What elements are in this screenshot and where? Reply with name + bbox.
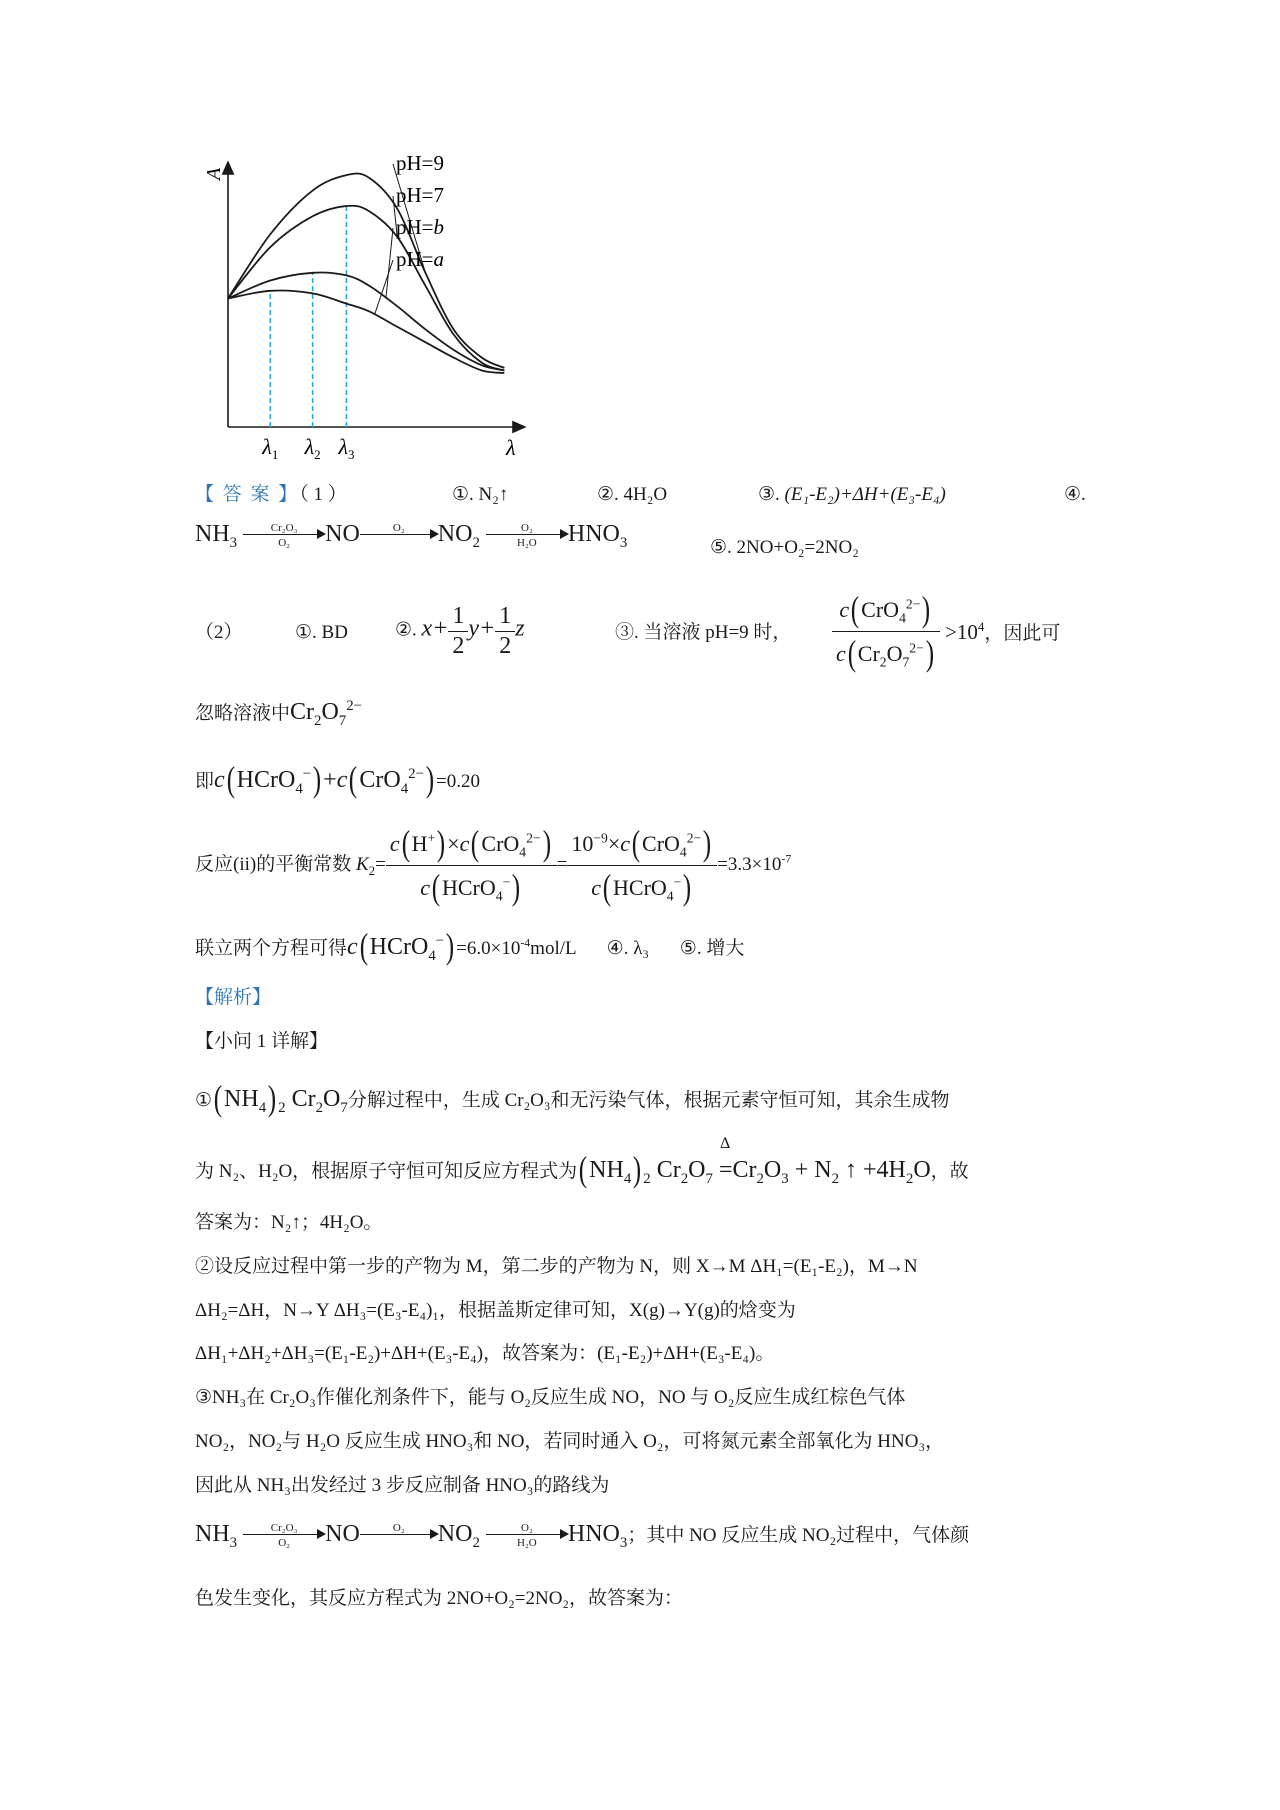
ignore-line: 忽略溶液中$Cr_2O_7^{2-}$	[195, 698, 363, 729]
mass-balance-line: 即c(HCrO$_4$−)+c(CrO$_4^{2-}$)=0.20	[195, 759, 480, 799]
part2-item-3-pre: ③. 当溶液 pH=9 时，	[615, 622, 792, 643]
reaction-arrow: $\frac{\text{Cr₂O₃}}{\text{O₂}}$	[243, 1522, 325, 1549]
reaction-arrow: $\frac{\text{O₂}}{\text{H₂O}}$	[486, 1522, 568, 1549]
legend-label: pH=b	[396, 215, 445, 239]
analysis-para-7: ③NH₃在 Cr₂O₃作催化剂条件下，能与 O₂反应生成 NO，NO 与 O₂反应生成红棕色气体	[195, 1387, 906, 1408]
reaction-arrow: O₂	[360, 522, 438, 549]
k2-line: 反应(ii)的平衡常数 $K_2=$ $\frac{c(H^+)\times c(CrO_4^{2-})}{c(HCrO_4^-)}$ = $\frac{10^{-9}\times c(CrO_4^{2-})}{c(HCrO_4^-)}$ $=3.3\times 10^{-7}$	[195, 823, 792, 908]
answer-item-3: ③. (E₁-E₂)+ΔH+(E₃-E₄)	[758, 484, 946, 505]
x-axis-label: λ	[506, 435, 516, 460]
analysis-para-5: ΔH₂=ΔH，N→Y ΔH₃=(E₃-E₄)₁，根据盖斯定律可知，X(g)→Y(g)的焓变为	[195, 1300, 796, 1321]
analysis-para-11: 色发生变化，其反应方程式为 2NO+O₂=2NO₂，故答案为：	[195, 1588, 684, 1609]
legend-label: pH=7	[396, 183, 445, 207]
analysis-para-3: 答案为：N₂↑；4H₂O。	[195, 1212, 383, 1233]
series-curve-ph-9	[228, 173, 504, 367]
solve-line: 联立两个方程可得$c(HCrO_4^-)=6.0\times 10^{-4}mol/L$ ④. λ₃ ⑤. 增大	[195, 926, 745, 966]
legend-label: pH=9	[396, 151, 445, 175]
answer-item-4: ④.	[1064, 484, 1086, 505]
x-tick-label: $\lambda_2$	[304, 434, 321, 462]
part2-item-2: ②. x+ $\frac{1}{2}$ y+ $\frac{1}{2}$ z	[395, 603, 525, 659]
x-tick-label: $\lambda_1$	[262, 434, 279, 462]
answer-item-5: ⑤. 2NO+O₂=2NO₂	[710, 537, 859, 558]
sub-question-1-header: 【小问 1 详解】	[195, 1031, 329, 1052]
nitric-acid-route: $NH_3$ $\frac{\text{Cr₂O₃}}{\text{O₂}}$ NO O₂ $NO_2$ $\frac{\text{O₂}}{\text{H₂O}}$ $HNO_3$	[195, 521, 628, 551]
answer-item-1: ①. N₂↑	[452, 484, 509, 505]
analysis-para-6: ΔH₁+ΔH₂+ΔH₃=(E₁-E₂)+ΔH+(E₃-E₄)，故答案为：(E₁-E₂)+ΔH+(E₃-E₄)。	[195, 1343, 775, 1364]
legend-label: pH=a	[396, 247, 445, 271]
series-curve-ph-b	[228, 273, 504, 371]
analysis-para-8: NO₂，NO₂与 H₂O 反应生成 HNO₃和 NO，若同时通入 O₂，可将氮元素全部氧化为 HNO₃，	[195, 1431, 945, 1452]
reaction-arrow: $\frac{\text{O₂}}{\text{H₂O}}$	[486, 522, 568, 549]
reaction-arrow: $\frac{\text{Cr₂O₃}}{\text{O₂}}$	[243, 522, 325, 549]
analysis-header: 【解析】	[195, 987, 272, 1008]
absorbance-chart	[190, 150, 550, 470]
analysis-para-2: 为 N₂、H₂O，根据原子守恒可知反应方程式为$(NH_4)$ $_2$ $Cr_2O_7$ Δ $=Cr_2O_3 + N_2$ ↑ $+4H_2O$，故	[195, 1135, 969, 1189]
answer-item-2: ②. 4H₂O	[597, 484, 668, 505]
y-axis-label: A	[203, 167, 225, 180]
answer-line-1	[195, 484, 347, 507]
ratio-fraction: $\frac{c(CrO_4^{2-})}{c(Cr_2O_7^{2-})}$	[832, 588, 940, 675]
part2-label: （2）	[195, 622, 243, 643]
series-curve-ph-a	[228, 291, 504, 374]
reaction-arrow: O₂	[360, 1522, 438, 1549]
ratio-threshold: $>10^4$，因此可	[945, 619, 1061, 644]
answer-header: 【 答 案 】	[195, 484, 300, 505]
legend-leader-line	[375, 260, 393, 314]
part2-item-1: ①. BD	[295, 622, 348, 643]
series-curve-ph-7	[228, 206, 504, 371]
analysis-para-4: ②设反应过程中第一步的产物为 M，第二步的产物为 N，则 X→M ΔH₁=(E₁-E₂)，M→N	[195, 1256, 918, 1277]
x-tick-label: $\lambda_3$	[338, 434, 355, 462]
analysis-para-1: $①(NH_4)$ $_2$ $Cr_2O_7$分解过程中，生成 Cr₂O₃和无污染气体，根据元素守恒可知，其余生成物	[195, 1078, 950, 1118]
analysis-para-9: 因此从 NH₃出发经过 3 步反应制备 HNO₃的路线为	[195, 1475, 610, 1496]
analysis-route-line: $NH_3$ $\frac{\text{Cr₂O₃}}{\text{O₂}}$ NO O₂ $NO_2$ $\frac{\text{O₂}}{\text{H₂O}}$ $HNO_3$；其中 NO 反应生成 NO₂过程中，气体颜	[195, 1521, 970, 1551]
part1-label: （ 1 ）	[299, 484, 347, 505]
